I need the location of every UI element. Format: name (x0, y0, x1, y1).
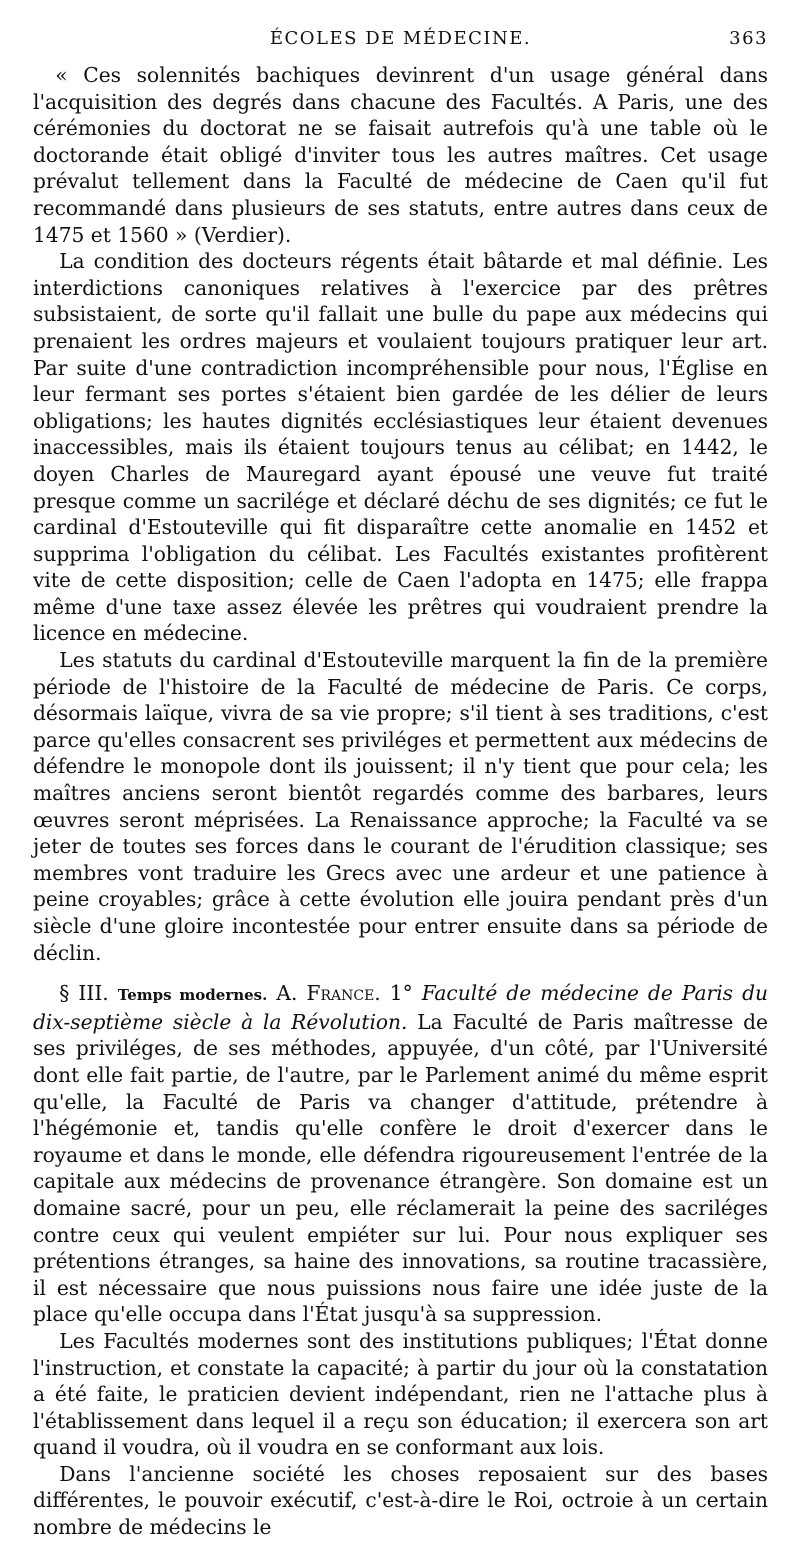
section-paragraph (33, 980, 768, 1328)
running-title: ÉCOLES DE MÉDECINE. (269, 28, 532, 49)
page (33, 28, 768, 1541)
section-label: Temps modernes. (117, 986, 268, 1005)
paragraph-3: Les statuts du cardinal d'Estouteville marquent la fin de la première période de l'histoire de la Faculté de médecine de Paris. Ce corps, désormais laïque, vivra de sa vie propre; s'il tient à ses traditions, c'est parce qu'elles consacrent ses priviléges et permettent aux médecins de défendre le monopole dont ils jouissent; il n'y tient que pour cela; les maîtres anciens seront bientôt regardés comme des barbares, leurs œuvres seront méprisées. La Renaissance approche; la Faculté va se jeter de toutes ses forces dans le courant de l'érudition classique; ses membres vont traduire les Grecs avec une ardeur et une patience à peine croyables; grâce à cette évolution elle jouira pendant près d'un siècle d'une gloire incontestée pour entrer ensuite dans sa période de déclin. (33, 648, 768, 965)
section-title: Faculté de médecine de Paris du dix-septième siècle à la Révolution. (33, 981, 768, 1034)
running-head (33, 28, 768, 62)
page-number: 363 (729, 28, 768, 49)
paragraph-1: « Ces solennités bachiques devinrent d'un usage général dans l'acquisition des degrés dans chacune des Facultés. A Paris, une des cérémonies du doctorat ne se faisait autrefois qu'à une table où le doctorande était obligé d'inviter tous les autres maîtres. Cet usage prévalut tellement dans la Faculté de médecine de Caen qu'il fut recommandé dans plusieurs de ses statuts, entre autres dans ceux de 1475 et 1560 » (Verdier). (33, 63, 768, 247)
section-mark: § III. (59, 981, 109, 1006)
section-body: La Faculté de Paris maîtresse de ses priviléges, de ses méthodes, appuyée, d'un côté, par l'Université dont elle fait partie, de l'autre, par le Parlement animé du même esprit qu'elle, la Faculté de Paris va changer d'attitude, prétendre à l'hégémonie et, tandis qu'elle confère le droit d'exercer dans le royaume et dans le monde, elle défendra rigoureusement l'entrée de la capitale aux médecins de provenance étrangère. Son domaine est un domaine sacré, pour un peu, elle réclamerait la peine des sacriléges contre ceux qui veulent empiéter sur lui. Pour nous expliquer ses prétentions étranges, sa haine des innovations, sa routine tracassière, il est nécessaire que nous puissions nous faire une idée juste de la place qu'elle occupa dans l'État jusqu'à sa suppression. (33, 1009, 769, 1327)
paragraph-2: La condition des docteurs régents était bâtarde et mal définie. Les interdictions canoniques relatives à l'exercice par des prêtres subsistaient, de sorte qu'il fallait une bulle du pape aux médecins qui prenaient les ordres majeurs et voulaient toujours pratiquer leur art. Par suite d'une contradiction incompréhensible pour nous, l'Église en leur fermant ses portes s'étaient bien gardée de les délier de leurs obligations; les hautes dignités ecclésiastiques leur étaient devenues inaccessibles, mais ils étaient toujours tenus au célibat; en 1442, le doyen Charles de Mauregard ayant épousé une veuve fut traité presque comme un sacrilége et déclaré déchu de ses dignités; ce fut le cardinal d'Estouteville qui fit disparaître cette anomalie en 1452 et supprima l'obligation du célibat. Les Facultés existantes profitèrent vite de cette disposition; celle de Caen l'adopta en 1475; elle frappa même d'une taxe assez élevée les prêtres qui voudraient prendre la licence en médecine. (33, 249, 768, 646)
section-subheading: A. France. (276, 981, 381, 1006)
paragraph-5: Les Facultés modernes sont des institutions publiques; l'État donne l'instruction, et constate la capacité; à partir du jour où la constatation a été faite, le praticien devient indépendant, rien ne l'attache plus à l'établissement dans lequel il a reçu son éducation; il exercera son art quand il voudra, où il voudra en se conformant aux lois. (33, 1328, 768, 1460)
section-number: 1° (389, 981, 413, 1006)
paragraph-6: Dans l'ancienne société les choses reposaient sur des bases différentes, le pouvoir exécutif, c'est-à-dire le Roi, octroie à un certain nombre de médecins le (33, 1461, 768, 1540)
